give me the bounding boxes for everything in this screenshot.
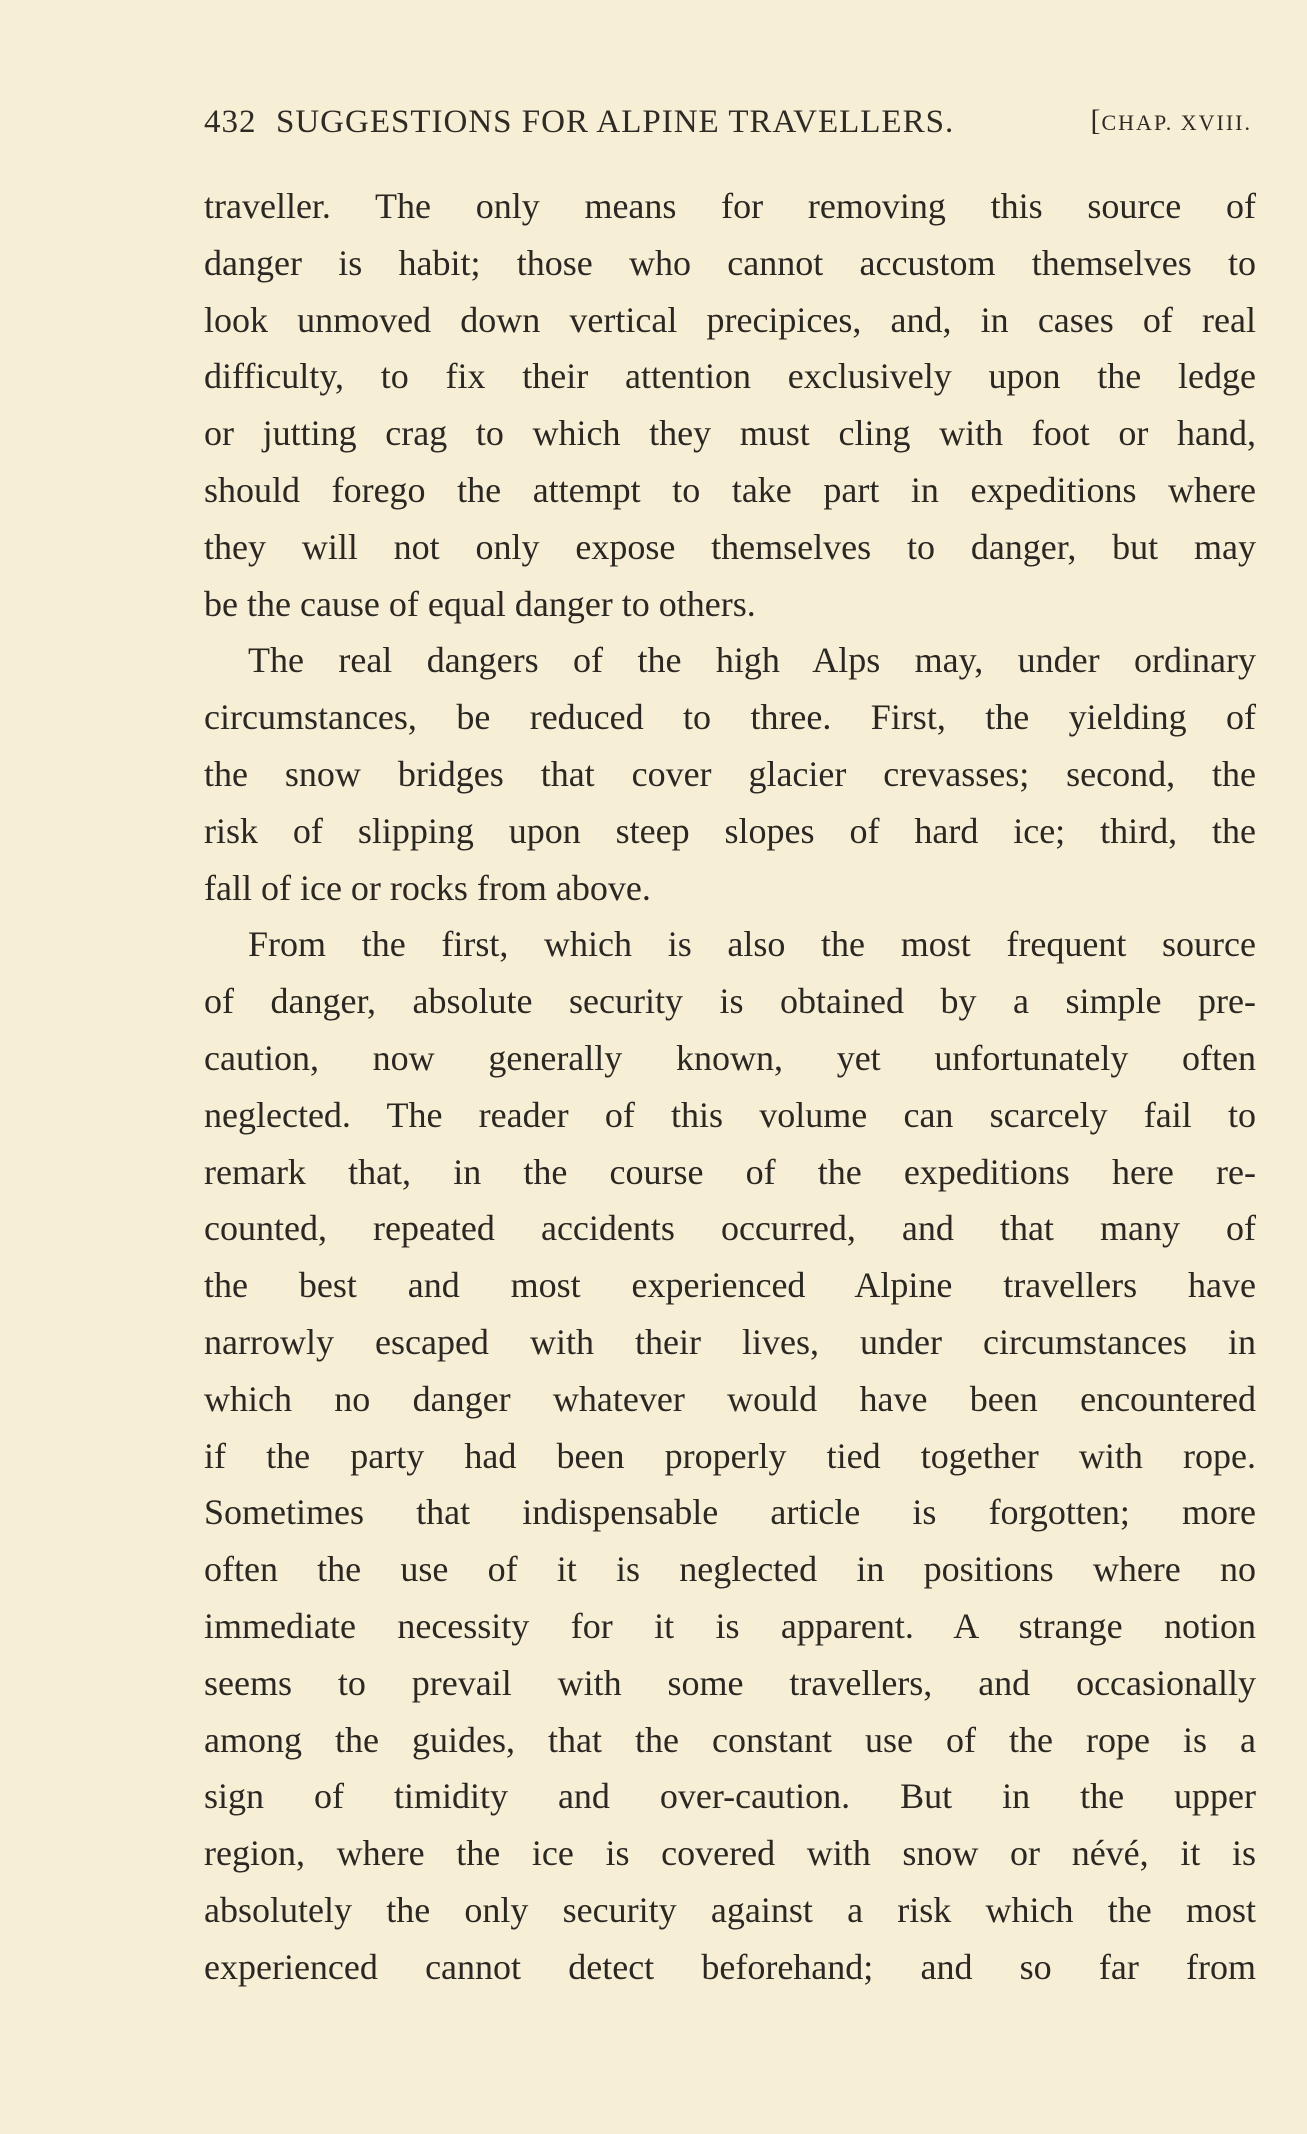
text-line: risk of slipping upon steep slopes of hard ice; third, the [204, 810, 1256, 851]
running-title: SUGGESTIONS FOR ALPINE TRAVELLERS. [276, 104, 955, 140]
text-line: absolutely the only security against a risk which the most [204, 1889, 1256, 1930]
text-line: Sometimes that indispensable article is forgotten; more [204, 1492, 1256, 1533]
text-line: of danger, absolute security is obtained by a simple pre- [204, 981, 1256, 1022]
text-line: should forego the attempt to take part in expeditions where [204, 469, 1256, 510]
text-line: From the first, which is also the most frequent source [248, 924, 1256, 965]
text-line: difficulty, to fix their attention exclusively upon the ledge [204, 356, 1256, 397]
text-line: the best and most experienced Alpine travellers have [204, 1265, 1256, 1306]
running-head [204, 104, 1256, 144]
text-line: traveller. The only means for removing this source of [204, 186, 1256, 226]
chapter-bracket: [ [1090, 104, 1102, 137]
text-line: danger is habit; those who cannot accustom themselves to [204, 242, 1256, 283]
text-line: often the use of it is neglected in positions where no [204, 1549, 1256, 1590]
text-line: counted, repeated accidents occurred, and that many of [204, 1208, 1256, 1249]
text-line: experienced cannot detect beforehand; and so far from [204, 1946, 1256, 1987]
text-line: if the party had been properly tied together with rope. [204, 1435, 1256, 1476]
text-line: caution, now generally known, yet unfortunately often [204, 1037, 1256, 1078]
text-line: region, where the ice is covered with snow or névé, it is [204, 1833, 1256, 1874]
text-line: seems to prevail with some travellers, and occasionally [204, 1662, 1256, 1703]
chapter-reference [1091, 104, 1253, 138]
text-line: they will not only expose themselves to danger, but may [204, 526, 1256, 567]
text-line: sign of timidity and over-caution. But in the upper [204, 1776, 1256, 1817]
text-line: which no danger whatever would have been encountered [204, 1378, 1256, 1419]
text-line: narrowly escaped with their lives, under circumstances in [204, 1321, 1256, 1362]
text-line: among the guides, that the constant use of the rope is a [204, 1719, 1256, 1760]
text-line: the snow bridges that cover glacier crevasses; second, the [204, 753, 1256, 794]
text-line: look unmoved down vertical precipices, and, in cases of real [204, 299, 1256, 340]
text-line: The real dangers of the high Alps may, under ordinary [248, 640, 1256, 681]
text-line: remark that, in the course of the expeditions here re- [204, 1151, 1256, 1192]
body-text [204, 178, 1256, 1996]
text-line: immediate necessity for it is apparent. A strange notion [204, 1605, 1256, 1646]
text-line: be the cause of equal danger to others. [204, 583, 756, 624]
text-line: fall of ice or rocks from above. [204, 867, 651, 908]
text-line: or jutting crag to which they must cling with foot or hand, [204, 413, 1256, 454]
page-number: 432 [204, 104, 257, 140]
text-line: circumstances, be reduced to three. First, the yielding of [204, 697, 1256, 738]
text-line: neglected. The reader of this volume can scarcely fail to [204, 1094, 1256, 1135]
chapter-label: CHAP. XVIII. [1101, 110, 1252, 135]
